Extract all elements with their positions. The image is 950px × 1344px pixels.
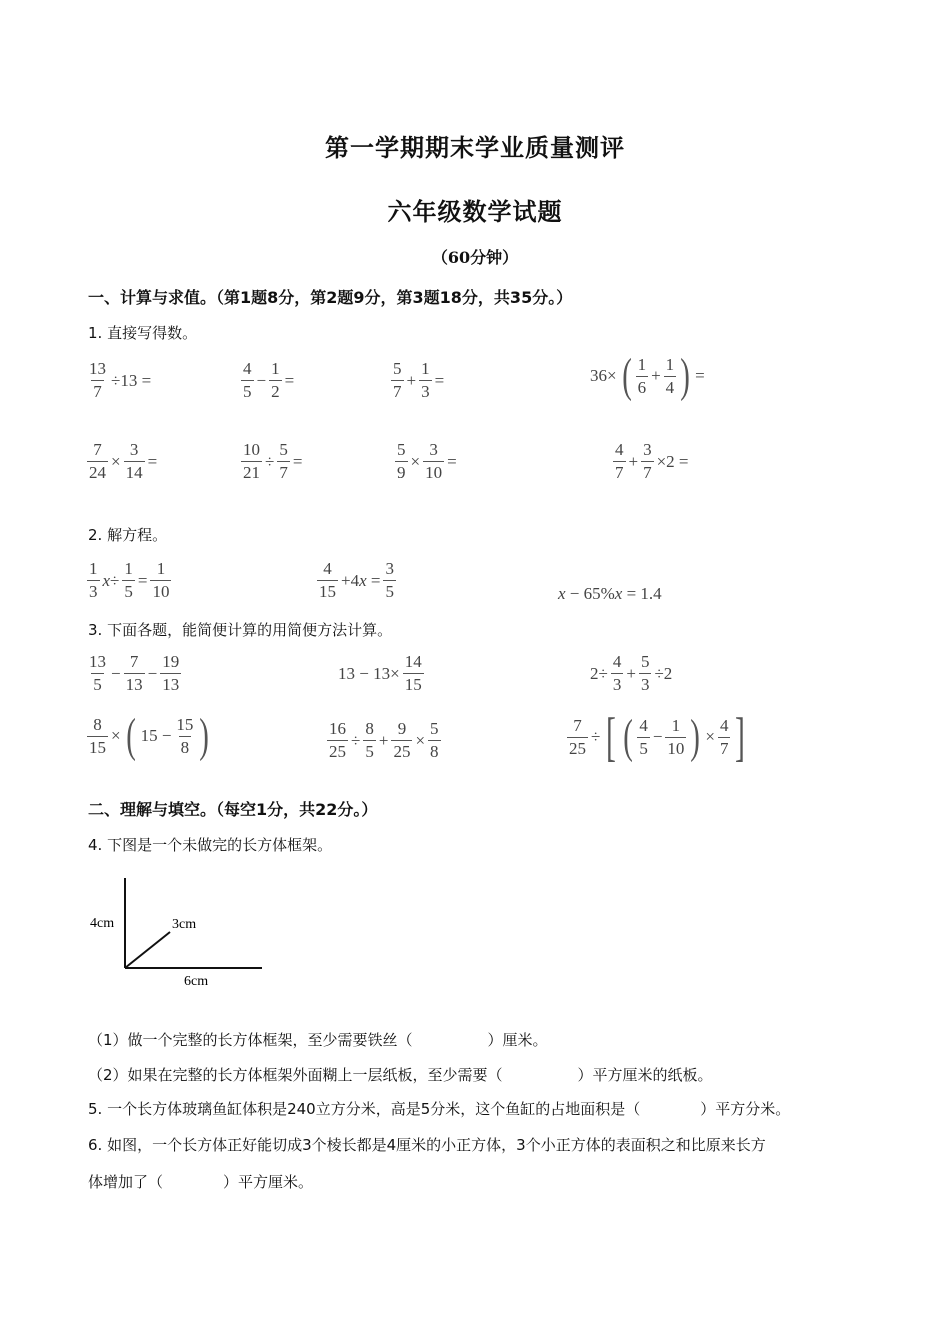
q4-part2: （2）如果在完整的长方体框架外面糊上一层纸板，至少需要（ ）平方厘米的纸板。 bbox=[88, 1066, 713, 1084]
q2-eq-2: $\frac{4}{15}$ +4x = $\frac{3}{5}$ bbox=[319, 559, 394, 601]
q3-expr-4: $\frac{8}{15}$ × ( 15 − $\frac{15}{8}$ ) bbox=[89, 709, 210, 762]
cuboid-frame-figure bbox=[80, 870, 280, 995]
page-title: 第一学期期末学业质量测评 bbox=[325, 134, 625, 162]
q4-part1: （1）做一个完整的长方体框架，至少需要铁丝（ ）厘米。 bbox=[88, 1031, 548, 1049]
q1-expr-3: $\frac{5}{7}$ + $\frac{1}{3}$ = bbox=[393, 359, 445, 401]
q6-line1: 6. 如图，一个长方体正好能切成3个棱长都是4厘米的小正方体，3个小正方体的表面积之和比原来长方 bbox=[88, 1136, 766, 1154]
q3-expr-1: $\frac{13}{5}$ − $\frac{7}{13}$ − $\frac{19}{13}$ bbox=[89, 652, 180, 694]
q1-expr-5: $\frac{7}{24}$ × $\frac{3}{14}$ = bbox=[89, 440, 158, 482]
label-length: 6cm bbox=[184, 974, 209, 989]
q1-expr-6: $\frac{10}{21}$ ÷ $\frac{5}{7}$ = bbox=[243, 440, 303, 482]
q3-expr-6: $\frac{7}{25}$ ÷ [ ( $\frac{4}{5}$ − $\frac{1}{10}$ ) × $\frac{4}{7}$ ] bbox=[569, 707, 746, 767]
q1-expr-4: 36× ( $\frac{1}{6}$ + $\frac{1}{4}$ ) = bbox=[590, 349, 705, 402]
q1-expr-1: $\frac{13}{7}$ ÷13 = bbox=[89, 359, 152, 401]
depth-edge bbox=[125, 932, 170, 968]
q1-expr-7: $\frac{5}{9}$ × $\frac{3}{10}$ = bbox=[397, 440, 457, 482]
q3-expr-5: $\frac{16}{25}$ ÷ $\frac{8}{5}$ + $\frac{9}{25}$ × $\frac{5}{8}$ bbox=[329, 719, 439, 761]
q1-instruction: 1. 直接写得数。 bbox=[88, 324, 198, 342]
label-depth: 3cm bbox=[172, 917, 197, 932]
time-limit: （60分钟） bbox=[431, 248, 519, 267]
q6-line2: 体增加了（ ）平方厘米。 bbox=[88, 1173, 314, 1191]
page-subtitle: 六年级数学试题 bbox=[387, 198, 563, 226]
q1-expr-2: $\frac{4}{5}$ − $\frac{1}{2}$ = bbox=[243, 359, 295, 401]
q3-instruction: 3. 下面各题，能简便计算的用简便方法计算。 bbox=[88, 621, 393, 639]
q2-eq-3: x − 65%x = 1.4 bbox=[558, 584, 662, 604]
q1-expr-8: $\frac{4}{7}$ + $\frac{3}{7}$ ×2 = bbox=[615, 440, 689, 482]
section2-heading: 二、理解与填空。（每空1分，共22分。） bbox=[88, 800, 378, 819]
label-height: 4cm bbox=[90, 916, 115, 931]
q4-instruction: 4. 下图是一个未做完的长方体框架。 bbox=[88, 836, 333, 854]
q2-eq-1: $\frac{1}{3}$ x÷ $\frac{1}{5}$ = $\frac{1}{10}$ bbox=[89, 559, 170, 601]
q3-expr-3: 2÷ $\frac{4}{3}$ + $\frac{5}{3}$ ÷2 bbox=[590, 652, 673, 694]
q5: 5. 一个长方体玻璃鱼缸体积是240立方分米，高是5分米，这个鱼缸的占地面积是（ ）平方分米。 bbox=[88, 1100, 791, 1118]
q3-expr-2: 13 − 13× $\frac{14}{15}$ bbox=[338, 652, 422, 694]
q2-instruction: 2. 解方程。 bbox=[88, 526, 168, 544]
section1-heading: 一、计算与求值。（第1题8分，第2题9分，第3题18分，共35分。） bbox=[88, 288, 573, 307]
